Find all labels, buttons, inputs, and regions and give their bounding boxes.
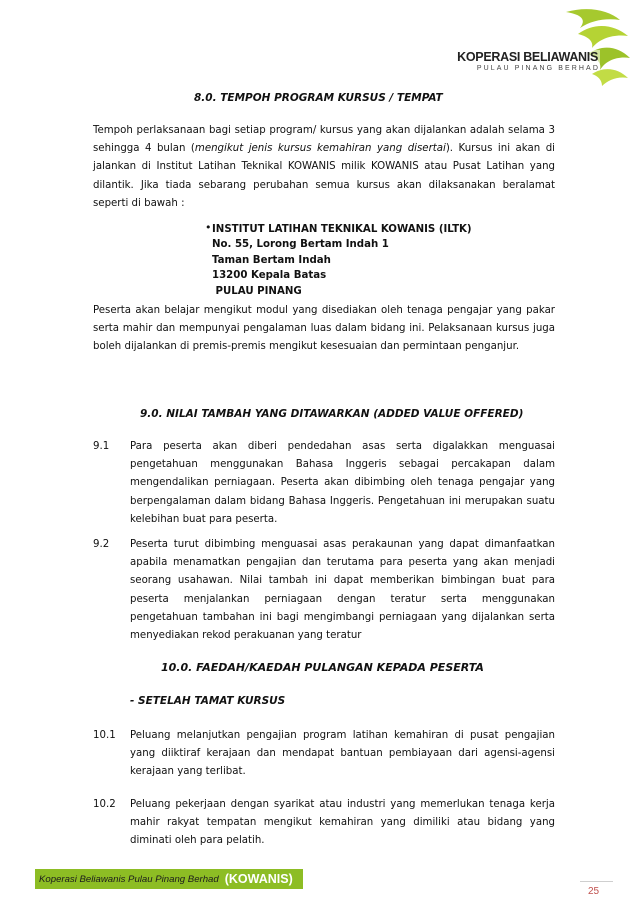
page-number: 25: [588, 886, 600, 897]
section-8-para1-italic: mengikut jenis kursus kemahiran yang disertai: [194, 143, 446, 155]
institute-address: [212, 222, 472, 299]
item-9-1-text: Para peserta akan diberi pendedahan asas serta digalakkan menguasai pengetahuan menggunakan Bahasa Inggeris sebagai percakapan dalam mengendalikan perniagaan. Peserta akan dibimbing oleh tenaga pengajar yang berpengalaman dalam bidang Bahasa Inggeris. Pengetahuan ini merupakan suatu kelebihan buat para peserta.: [130, 441, 555, 525]
address-line-5: PULAU PINANG: [212, 285, 302, 297]
logo-subtitle: PULAU PINANG BERHAD: [476, 65, 600, 72]
section-9-heading: 9.0. NILAI TAMBAH YANG DITAWARKAN (ADDED VALUE OFFERED): [140, 408, 524, 420]
address-line-1: INSTITUT LATIHAN TEKNIKAL KOWANIS (ILTK): [212, 224, 472, 235]
section-8-para1-end: ). Kursus ini akan di jalankan di Institut Latihan Teknikal KOWANIS milik KOWANIS atau Pusat Latihan yang dilantik. Jika tiada sebarang perubahan semua kursus akan dilaksanakan beralamat seperti di bawah :: [93, 143, 555, 209]
section-8-para1-start: Tempoh perlaksanaan bagi setiap program/ kursus yang akan dijalankan adalah selama 3 sehingga 4 bulan (: [93, 125, 555, 155]
item-10-1-number: 10.1: [93, 730, 116, 741]
address-bullet: •: [205, 221, 212, 234]
company-logo: [424, 4, 634, 88]
address-line-2: No. 55, Lorong Bertam Indah 1: [212, 239, 389, 251]
section-8-paragraph-1: [93, 122, 555, 213]
footer-bar: [35, 869, 303, 889]
section-8-paragraph-2: Peserta akan belajar mengikut modul yang disediakan oleh tenaga pengajar yang pakar serta mahir dan mempunyai pengalaman luas dalam bidang ini. Pelaksanaan kursus juga boleh dijalankan di premis-premis mengikut kesesuaian dan permintaan penganjur.: [93, 305, 555, 353]
section-10-subheading: - SETELAH TAMAT KURSUS: [130, 695, 286, 707]
item-9-1-number: 9.1: [93, 441, 110, 452]
item-9-2-number: 9.2: [93, 539, 110, 550]
footer-company-name: Koperasi Beliawanis Pulau Pinang Berhad: [39, 873, 219, 885]
item-9-2-text: Peserta turut dibimbing menguasai asas perakaunan yang dapat dimanfaatkan apabila menamatkan pengajian dan terutama para peserta yang akan menjadi seorang usahawan. Nilai tambah ini dapat memberikan bimbingan buat para peserta menjalankan perniagaan dengan teratur serta menggunakan pengetahuan tambahan ini bagi mengimbangi perniagaan yang dijalankan serta menyediakan rekod perakuanan yang teratur: [130, 539, 555, 642]
section-8-heading: 8.0. TEMPOH PROGRAM KURSUS / TEMPAT: [194, 92, 443, 104]
item-10-2-number: 10.2: [93, 799, 116, 810]
logo-leaf-icon: [548, 4, 634, 88]
address-line-4: 13200 Kepala Batas: [212, 270, 327, 282]
footer-company-abbr: (KOWANIS): [224, 872, 293, 886]
page-number-rule: [580, 881, 613, 882]
logo-name: KOPERASI BELIAWANIS: [457, 50, 598, 64]
item-10-2-text: Peluang pekerjaan dengan syarikat atau industri yang memerlukan tenaga kerja mahir rakyat tempatan mengikut kemahiran yang dimiliki atau bidang yang diminati oleh para pelatih.: [130, 799, 555, 847]
address-line-3: Taman Bertam Indah: [212, 254, 331, 266]
logo-text: [455, 50, 600, 72]
section-10-heading: 10.0. FAEDAH/KAEDAH PULANGAN KEPADA PESERTA: [161, 661, 484, 674]
item-10-1-text: Peluang melanjutkan pengajian program latihan kemahiran di pusat pengajian yang diiktiraf kerajaan dan mendapat bantuan pembiayaan dari agensi-agensi kerajaan yang terlibat.: [130, 730, 555, 778]
